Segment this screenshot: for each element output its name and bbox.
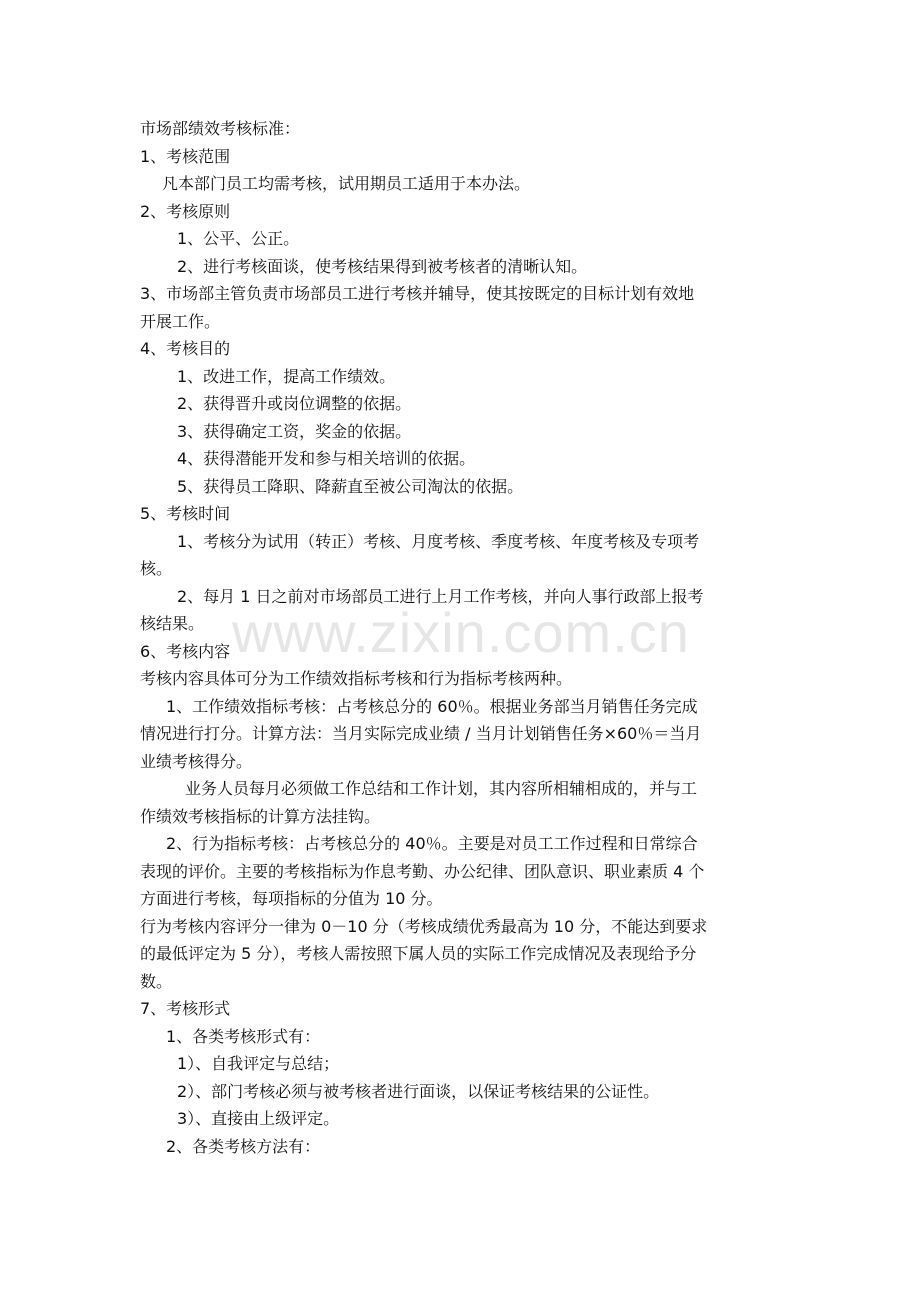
list-item: 4、获得潜能开发和参与相关培训的依据。 [177,449,476,468]
list-item: 1、工作绩效指标考核：占考核总分的 60％。根据业务部当月销售任务完成 [166,696,698,716]
list-item-continuation: 核。 [140,559,173,578]
list-item-continuation: 方面进行考核，每项指标的分值为 10 分。 [140,889,443,908]
section-heading-scope: 1、考核范围 [140,146,231,166]
paragraph: 行为考核内容评分一律为 0－10 分（考核成绩优秀最高为 10 分，不能达到要求 [140,916,708,936]
list-item: 1、考核分为试用（转正）考核、月度考核、季度考核、年度考核及专项考 [177,531,700,551]
list-item: 2、行为指标考核：占考核总分的 40％。主要是对员工工作过程和日常综合 [166,834,698,853]
paragraph-continuation: 作绩效考核指标的计算方法挂钩。 [140,806,381,826]
section-heading-content: 6、考核内容 [140,641,231,661]
list-item: 1、改进工作，提高工作绩效。 [177,366,396,386]
section-heading-principles: 2、考核原则 [140,201,231,221]
sub-list-item: 2）、部门考核必须与被考核者进行面谈，以保证考核结果的公证性。 [177,1081,660,1101]
document-body [140,115,790,1160]
paragraph-continuation: 的最低评定为 5 分），考核人需按照下属人员的实际工作完成情况及表现给予分 [140,944,697,963]
paragraph-continuation: 开展工作。 [140,311,221,331]
section-heading-form: 7、考核形式 [140,999,231,1018]
paragraph: 凡本部门员工均需考核，试用期员工适用于本办法。 [162,174,531,193]
list-item-continuation: 业绩考核得分。 [140,751,253,771]
list-item-continuation: 表现的评价。主要的考核指标为作息考勤、办公纪律、团队意识、职业素质 4 个 [140,861,705,881]
section-heading-responsibility: 3、市场部主管负责市场部员工进行考核并辅导，使其按既定的目标计划有效地 [140,284,695,303]
sub-list-item: 3）、直接由上级评定。 [177,1109,340,1128]
list-item: 1、各类考核形式有： [166,1026,321,1046]
list-item: 2、各类考核方法有： [166,1136,321,1156]
list-item-continuation: 核结果。 [140,614,205,633]
paragraph: 考核内容具体可分为工作绩效指标考核和行为指标考核两种。 [140,669,573,688]
list-item: 5、获得员工降职、降薪直至被公司淘汰的依据。 [177,476,524,496]
list-item: 2、进行考核面谈，使考核结果得到被考核者的清晰认知。 [177,256,588,276]
list-item: 2、每月 1 日之前对市场部员工进行上月工作考核，并向人事行政部上报考 [177,586,704,606]
list-item: 3、获得确定工资，奖金的依据。 [177,421,412,441]
list-item: 1、公平、公正。 [177,229,300,248]
list-item-continuation: 情况进行打分。计算方法：当月实际完成业绩 / 当月计划销售任务×60％＝当月 [140,724,702,743]
paragraph: 业务人员每月必须做工作总结和工作计划，其内容所相辅相成的，并与工 [185,779,698,798]
section-heading-purpose: 4、考核目的 [140,339,231,358]
sub-list-item: 1）、自我评定与总结； [177,1054,340,1073]
paragraph-continuation: 数。 [140,971,173,991]
watermark-text: www.zixin.com.cn [232,601,690,664]
document-title: 市场部绩效考核标准： [140,119,301,138]
section-heading-time: 5、考核时间 [140,504,231,523]
list-item: 2、获得晋升或岗位调整的依据。 [177,394,412,413]
